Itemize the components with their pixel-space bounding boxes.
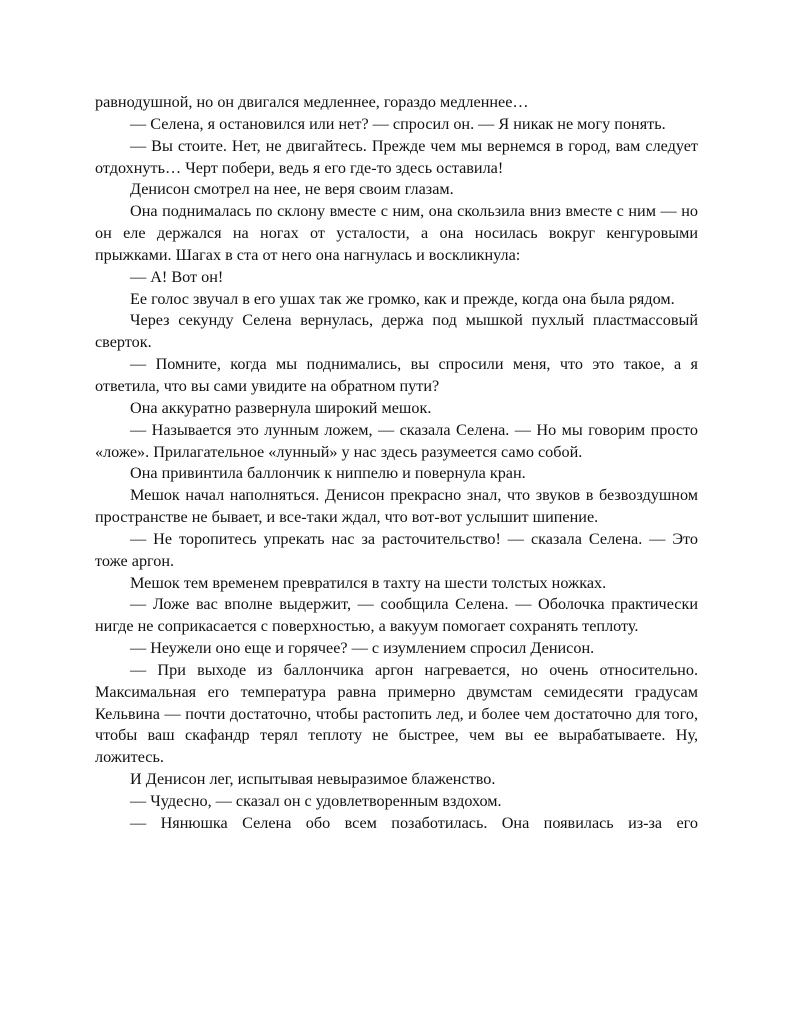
paragraph: Через секунду Селена вернулась, держа под мышкой пухлый пластмассовый сверток. — [95, 311, 698, 352]
paragraph: Мешок тем временем превратился в тахту на шести толстых ножках. — [130, 573, 607, 592]
paragraph: — Не торопитесь упрекать нас за расточительство! — сказала Селена. — Это тоже аргон. — [95, 529, 698, 570]
paragraph: — Вы стоите. Нет, не двигайтесь. Прежде чем мы вернемся в город, вам следует отдохнуть… Черт побери, ведь я его где-то здесь оставила! — [95, 136, 698, 177]
paragraph: И Денисон лег, испытывая невыразимое блаженство. — [130, 770, 496, 789]
document-page — [95, 92, 698, 835]
paragraph: — Называется это лунным ложем, — сказала Селена. — Но мы говорим просто «ложе». Прилагательное «лунный» у нас здесь разумеется само собой. — [95, 420, 698, 461]
paragraph: — Селена, я остановился или нет? — спросил он. — Я никак не могу понять. — [130, 114, 666, 133]
paragraph: — При выходе из баллончика аргон нагревается, но очень относительно. Максимальная его температура равна примерно двумстам семидесяти градусам Кельвина — почти достаточно, чтобы растопить лед, и более чем достаточно для того, чтобы ваш скафандр терял теплоту не быстрее, чем вы ее вырабатываете. Ну, ложитесь. — [95, 660, 698, 767]
paragraph: — А! Вот он! — [130, 267, 224, 286]
paragraph: Ее голос звучал в его ушах так же громко, как и прежде, когда она была рядом. — [130, 289, 675, 308]
paragraph: — Неужели оно еще и горячее? — с изумлением спросил Денисон. — [130, 639, 595, 658]
paragraph: — Помните, когда мы поднимались, вы спросили меня, что это такое, а я ответила, что вы сами увидите на обратном пути? — [95, 355, 698, 395]
paragraph: Мешок начал наполняться. Денисон прекрасно знал, что звуков в безвоздушном пространстве не бывает, и все-таки ждал, что вот-вот услышит шипение. — [95, 486, 698, 527]
paragraph: — Чудесно, — сказал он с удовлетворенным вздохом. — [130, 792, 502, 810]
paragraph: Она аккуратно развернула широкий мешок. — [130, 398, 432, 417]
paragraph: — Ложе вас вполне выдержит, — сообщила Селена. — Оболочка практически нигде не соприкасается с поверхностью, а вакуум помогает сохранять теплоту. — [95, 595, 698, 636]
paragraph: Она привинтила баллончик к ниппелю и повернула кран. — [130, 464, 526, 483]
paragraph: — Нянюшка Селена обо всем позаботилась. Она появилась из-за его — [130, 813, 698, 832]
paragraph: Она поднималась по склону вместе с ним, она скользила вниз вместе с ним — но он еле держался на ногах от усталости, а она носилась вокруг кенгуровыми прыжками. Шагах в ста от него она нагнулась и воскликнула: — [95, 202, 698, 264]
paragraph: равнодушной, но он двигался медленнее, гораздо медленнее… — [95, 93, 529, 111]
paragraph: Денисон смотрел на нее, не веря своим глазам. — [130, 180, 454, 199]
